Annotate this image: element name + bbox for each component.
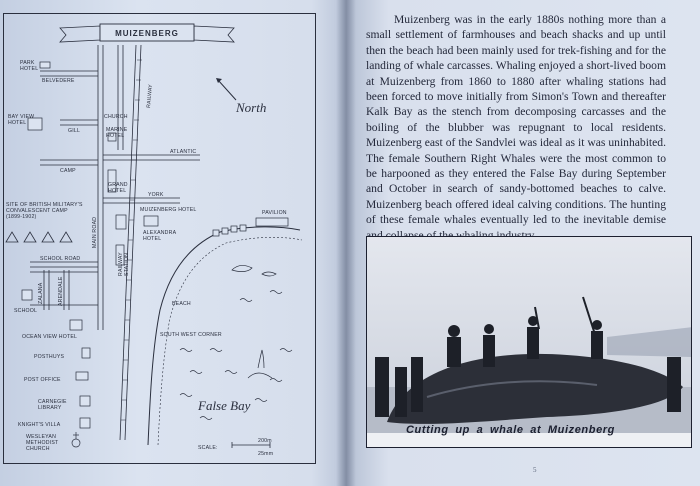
label-belvedere: BELVEDERE bbox=[42, 78, 75, 84]
label-railway-top: RAILWAY bbox=[146, 83, 155, 109]
label-grand-hotel: GRAND HOTEL bbox=[108, 182, 128, 194]
label-muizenberg-hotel: MUIZENBERG HOTEL bbox=[140, 207, 197, 213]
north-arrow bbox=[216, 78, 266, 115]
label-gill: GILL bbox=[68, 128, 81, 134]
photo-caption: Cutting up a whale at Muizenberg bbox=[406, 424, 615, 436]
label-main-road: MAIN ROAD bbox=[92, 216, 98, 248]
page-number: 5 bbox=[533, 466, 537, 474]
label-wesleyan-church: WESLEYAN METHODIST CHURCH bbox=[26, 434, 59, 452]
sea-doodles bbox=[232, 265, 276, 378]
label-park-hotel: PARK HOTEL bbox=[20, 60, 39, 72]
label-camp: CAMP bbox=[60, 168, 76, 174]
label-zalana: ZALANA bbox=[38, 282, 44, 304]
map-title: MUIZENBERG bbox=[115, 29, 179, 38]
label-south-west-corner: SOUTH WEST CORNER bbox=[160, 332, 222, 338]
scale-mm: 25mm bbox=[258, 451, 274, 457]
label-knights-villa: KNIGHT'S VILLA bbox=[18, 422, 61, 428]
label-church: CHURCH bbox=[104, 114, 128, 120]
history-paragraph: Muizenberg was in the early 1880s nothing more than a small settlement of farmhouses and beach shacks and up until then the beach had been mainly used for trek-fishing and for the landing of whale carcasses. Whaling enjoyed a short-lived boom at Muizenberg from 1860 to 1880 after whaling stations had been forced to move initially from Simon's Town and thereafter Kalk Bay as the stench from decomposing carcasses and the boiling of the blubber was repugnant to local residents. Muizenberg east of the Sandvlei was ideal as it was uninhabited. The female Southern Right Whales were the most common to be harpooned as they entered the False Bay during September and October in search of sandy-bottomed beaches to calve. Muizenberg beach offered ideal calving conditions. The hunting of these female whales eventually led to the inevitable demise bbox=[366, 13, 666, 227]
map-title-banner bbox=[60, 24, 234, 42]
label-carnegie-library: CARNEGIE LIBRARY bbox=[38, 399, 67, 411]
map-scale bbox=[198, 438, 273, 457]
label-marine-hotel: MARINE HOTEL bbox=[106, 127, 128, 139]
label-beach: BEACH bbox=[172, 301, 191, 307]
false-bay-label: False Bay bbox=[198, 398, 251, 413]
label-post-office: POST OFFICE bbox=[24, 377, 61, 383]
label-school-road: SCHOOL ROAD bbox=[40, 256, 81, 262]
label-york: YORK bbox=[148, 192, 164, 198]
north-label: North bbox=[236, 100, 267, 115]
label-ocean-view-hotel: OCEAN VIEW HOTEL bbox=[22, 334, 78, 340]
camp-tents bbox=[6, 232, 72, 242]
label-posthuys: POSTHUYS bbox=[34, 354, 65, 360]
label-alexandra-hotel: ALEXANDRA HOTEL bbox=[143, 230, 177, 242]
muizenberg-map bbox=[0, 0, 346, 486]
label-bay-view-hotel: BAY VIEW HOTEL bbox=[8, 114, 35, 126]
scale-label: SCALE: bbox=[198, 445, 218, 451]
scale-meters: 200m bbox=[258, 438, 272, 444]
map-labels bbox=[6, 60, 287, 452]
whale-photo-image bbox=[367, 237, 692, 448]
label-railway-station: RAILWAYSTATION bbox=[118, 252, 130, 276]
label-pavilion: PAVILION bbox=[262, 210, 287, 216]
label-arendale: ARENDALE bbox=[58, 276, 64, 306]
label-school: SCHOOL bbox=[14, 308, 38, 314]
label-military-site: SITE OF BRITISH MILITARY'S CONVALESCENT CAMP (1899-1902) bbox=[6, 202, 83, 220]
whale-photo bbox=[366, 236, 692, 448]
label-atlantic: ATLANTIC bbox=[170, 149, 197, 155]
